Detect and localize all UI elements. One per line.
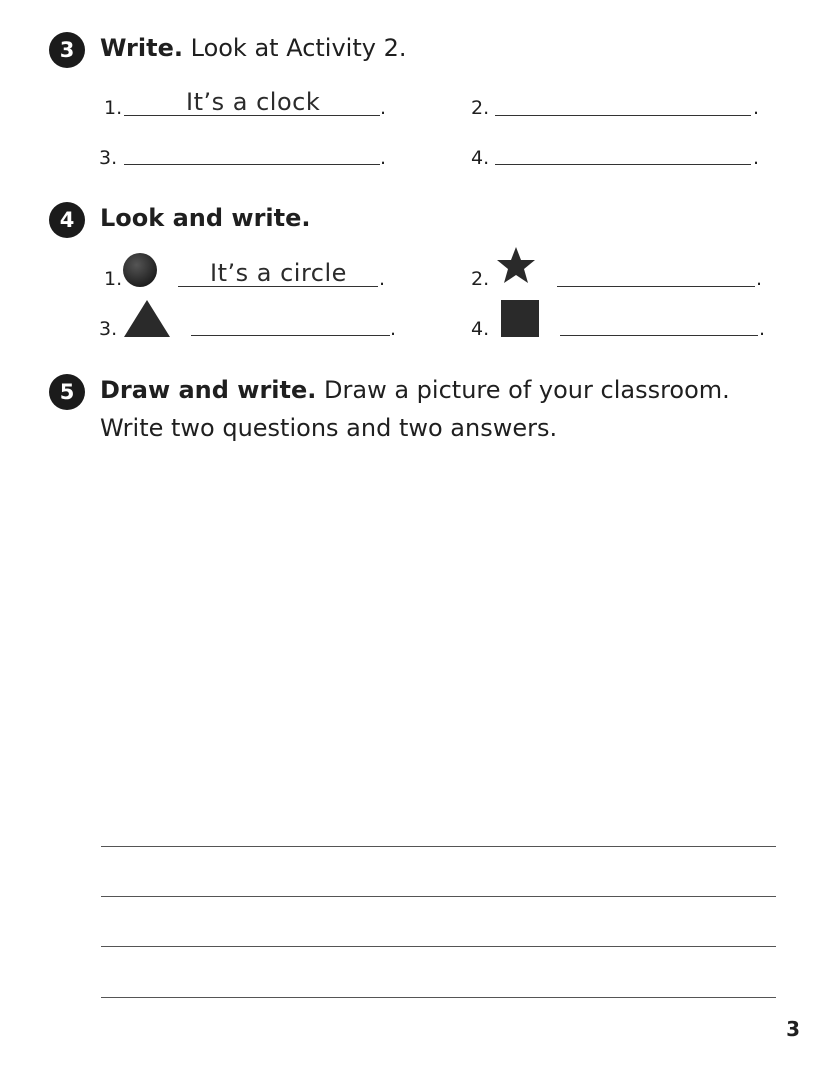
activity-5-title-rest: Draw a picture of your classroom. (316, 376, 730, 404)
a4-item-1-line[interactable] (178, 286, 378, 287)
activity-5-heading (100, 375, 730, 405)
a3-item-2-number: 2. (471, 97, 490, 119)
activity-3-title-bold: Write. (100, 34, 183, 62)
a3-item-3-period: . (380, 147, 387, 169)
a3-item-2-period: . (753, 97, 760, 119)
a3-item-3-line[interactable] (124, 164, 380, 165)
a4-item-2-line[interactable] (557, 286, 755, 287)
a4-item-3-number: 3. (99, 318, 118, 340)
a4-item-4-line[interactable] (560, 335, 758, 336)
activity-5-badge: 5 (49, 374, 85, 410)
a3-item-1-line[interactable] (124, 115, 380, 116)
a4-item-4-period: . (759, 318, 766, 340)
a4-item-1-number: 1. (104, 268, 123, 290)
activity-3-heading (100, 33, 406, 63)
writing-line-1[interactable] (101, 846, 776, 847)
activity-4-title-bold: Look and write. (100, 204, 311, 232)
a3-item-4-number: 4. (471, 147, 490, 169)
a4-item-1-answer: It’s a circle (210, 259, 347, 287)
square-icon (501, 300, 539, 337)
a3-item-1-period: . (380, 97, 387, 119)
activity-5-instruction-line2: Write two questions and two answers. (100, 414, 558, 442)
triangle-icon (123, 299, 171, 339)
writing-line-2[interactable] (101, 896, 776, 897)
a3-item-3-number: 3. (99, 147, 118, 169)
a3-item-1-answer: It’s a clock (186, 88, 321, 116)
a3-item-4-period: . (753, 147, 760, 169)
a4-item-3-line[interactable] (191, 335, 390, 336)
activity-5-title-bold: Draw and write. (100, 376, 317, 404)
page-number: 3 (786, 1017, 800, 1041)
a4-item-4-number: 4. (471, 318, 490, 340)
a4-item-2-number: 2. (471, 268, 490, 290)
a4-item-2-period: . (756, 268, 763, 290)
drawing-area[interactable] (100, 460, 776, 820)
a4-item-1-period: . (379, 268, 386, 290)
activity-3-badge: 3 (49, 32, 85, 68)
activity-4-badge: 4 (49, 202, 85, 238)
activity-3-title-rest: Look at Activity 2. (182, 34, 407, 62)
writing-line-3[interactable] (101, 946, 776, 947)
a4-item-3-period: . (390, 318, 397, 340)
activity-4-heading (100, 203, 311, 233)
a3-item-2-line[interactable] (495, 115, 751, 116)
star-icon (496, 245, 536, 285)
a3-item-1-number: 1. (104, 97, 123, 119)
writing-line-4[interactable] (101, 997, 776, 998)
circle-icon (122, 252, 158, 288)
a3-item-4-line[interactable] (495, 164, 751, 165)
